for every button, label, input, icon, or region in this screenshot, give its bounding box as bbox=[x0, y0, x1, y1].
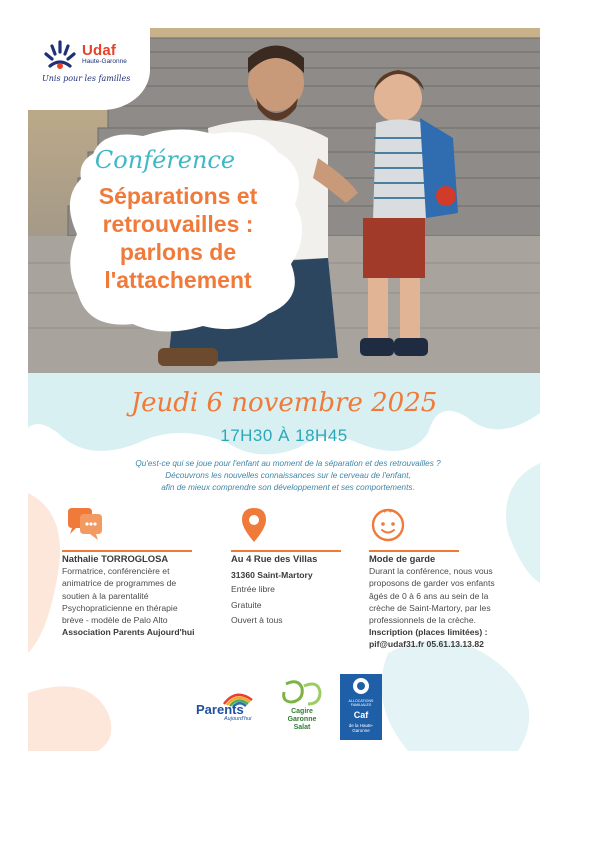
caf-logo-top: ALLOCATIONS FAMILIALES bbox=[348, 699, 374, 707]
intro-line: Découvrons les nouvelles connaissances sur le cerveau de l'enfant, bbox=[165, 471, 411, 480]
speaker-line: brève - modèle de Palo Alto bbox=[62, 615, 168, 626]
childcare-line: Durant la conférence, nous vous bbox=[369, 566, 493, 577]
title-main bbox=[60, 182, 296, 294]
title-line: Séparations et bbox=[98, 183, 258, 209]
speaker-name: Nathalie TORROGLOSA bbox=[62, 553, 169, 564]
speaker-organisation: Association Parents Aujourd'hui bbox=[62, 627, 195, 638]
intro-line: Qu'est-ce qui se joue pour l'enfant au moment de la séparation et des retrouvailles ? bbox=[135, 459, 441, 468]
intro-line: afin de mieux comprendre son développement et ses comportements. bbox=[161, 483, 415, 492]
childcare-line: professionnels de la crèche. bbox=[369, 615, 477, 626]
caf-logo bbox=[340, 674, 382, 740]
caf-emblem-icon bbox=[340, 674, 382, 698]
parents-logo-name: Parents bbox=[196, 702, 244, 717]
signup-label: Inscription (places limitées) : bbox=[369, 627, 488, 638]
speech-bubble-icon bbox=[66, 508, 102, 542]
childcare-underline bbox=[369, 550, 459, 552]
speaker-column bbox=[62, 553, 210, 638]
cagire-logo-line: Salat bbox=[293, 724, 311, 731]
parents-logo-sub: Aujourd'hui bbox=[224, 716, 252, 722]
signup-contact: pif@udaf31.fr 05.61.13.13.82 bbox=[369, 639, 484, 650]
title-line: l'attachement bbox=[104, 267, 252, 293]
location-underline bbox=[231, 550, 341, 552]
caf-logo-name: Caf bbox=[353, 710, 369, 720]
cagire-logo-line: Garonne bbox=[287, 716, 317, 723]
cagire-logo-icon bbox=[280, 678, 324, 708]
event-intro bbox=[98, 458, 478, 494]
event-date: Jeudi 6 novembre 2025 bbox=[130, 388, 438, 418]
location-note: Gratuite bbox=[231, 599, 262, 610]
childcare-title: Mode de garde bbox=[369, 553, 436, 564]
event-time: 17H30 À 18H45 bbox=[220, 426, 348, 445]
title-kicker: Conférence bbox=[94, 146, 236, 174]
location-note: Entrée libre bbox=[231, 584, 275, 595]
speaker-line: Formatrice, conférencière et bbox=[62, 566, 170, 577]
address-line-1: Au 4 Rue des Villas bbox=[231, 553, 318, 564]
cagire-garonne-salat-logo bbox=[280, 678, 324, 736]
address-line-2: 31360 Saint-Martory bbox=[231, 570, 313, 581]
cagire-logo-text bbox=[280, 708, 324, 732]
childcare-line: crèche de Saint-Martory, par les bbox=[369, 602, 491, 613]
speaker-line: soutien à la parentalité bbox=[62, 590, 149, 601]
cagire-logo-line: Cagire bbox=[291, 708, 313, 715]
udaf-logo-icon bbox=[42, 40, 78, 74]
poster bbox=[28, 28, 540, 751]
parents-aujourdhui-logo bbox=[194, 686, 260, 726]
title-line: retrouvailles : bbox=[102, 211, 254, 237]
logo-tagline: Unis pour les familles bbox=[42, 74, 131, 83]
childcare-column bbox=[369, 553, 517, 651]
location-note: Ouvert à tous bbox=[231, 614, 283, 625]
title-line: parlons de bbox=[119, 239, 237, 265]
speaker-line: Psychopraticienne en thérapie bbox=[62, 602, 178, 613]
childcare-line: âgés de 0 à 6 ans au sein de la bbox=[369, 590, 489, 601]
logo-name: Udaf bbox=[82, 42, 117, 59]
logo-subtitle: Haute-Garonne bbox=[82, 58, 127, 65]
location-column bbox=[231, 553, 351, 626]
speaker-line: animatrice de programmes de bbox=[62, 578, 177, 589]
childcare-line: proposons de garder vos enfants bbox=[369, 578, 495, 589]
speaker-underline bbox=[62, 550, 192, 552]
caf-logo-sub: de la Haute-Garonne bbox=[348, 723, 374, 733]
baby-face-icon bbox=[371, 508, 405, 542]
map-pin-icon bbox=[242, 508, 266, 542]
